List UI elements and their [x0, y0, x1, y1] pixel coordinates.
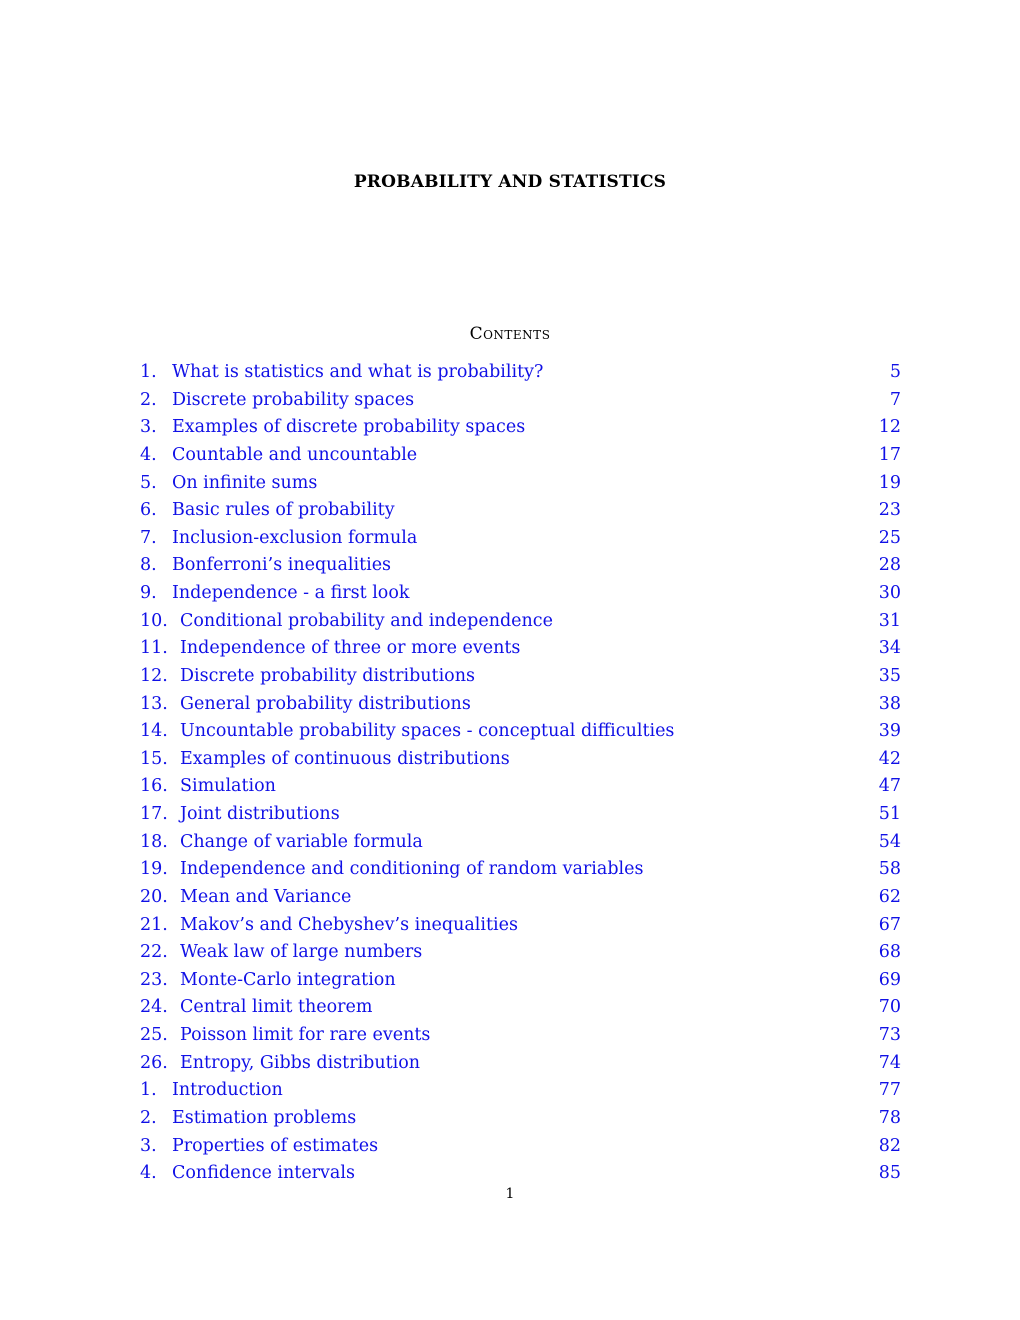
toc-entry-title: Inclusion-exclusion formula: [172, 527, 418, 548]
toc-entry-link[interactable]: [140, 414, 901, 442]
toc-entry-number: 16.: [140, 776, 168, 797]
toc-entry-number: 21.: [140, 914, 168, 935]
toc-entry-link[interactable]: [140, 1160, 901, 1188]
toc-entry-page: 7: [889, 389, 901, 410]
toc-entry-link[interactable]: [140, 442, 901, 470]
toc-entry-title: Uncountable probability spaces - conceptual difficulties: [180, 721, 675, 742]
toc-entry-title: On infinite sums: [172, 472, 318, 493]
toc-entry-title: Independence - a first look: [172, 583, 410, 603]
toc-entry-title: Discrete probability spaces: [172, 389, 415, 410]
toc-entry-number: 5.: [140, 472, 157, 493]
toc-entry-link[interactable]: [140, 608, 901, 636]
toc-entry-title: Entropy, Gibbs distribution: [180, 1052, 421, 1073]
toc-entry-link[interactable]: [140, 1077, 901, 1105]
toc-entry-number: 11.: [140, 638, 168, 659]
toc-entry-title: Monte-Carlo integration: [180, 969, 396, 990]
toc-entry-page: 39: [878, 721, 901, 742]
toc-entry-link[interactable]: [140, 691, 901, 719]
toc-entry-title: Examples of continuous distributions: [180, 748, 510, 769]
toc-entry-link[interactable]: [140, 994, 901, 1022]
toc-entry-number: 26.: [140, 1052, 168, 1073]
toc-entry-link[interactable]: [140, 1133, 901, 1161]
toc-entry-link[interactable]: [140, 580, 901, 608]
toc-entry-title: Introduction: [172, 1080, 283, 1101]
toc-entry-page: 62: [878, 886, 901, 907]
toc-entry-page: 77: [878, 1080, 901, 1101]
toc-entry-page: 12: [878, 417, 901, 438]
toc-entry-link[interactable]: [140, 1105, 901, 1133]
toc-entry-link[interactable]: [140, 856, 901, 884]
toc-entry-number: 13.: [140, 693, 168, 714]
toc-entry-title: Independence of three or more events: [180, 638, 521, 659]
toc-entry-page: 42: [878, 748, 901, 769]
toc-entry-page: 19: [878, 472, 901, 493]
toc-entry-link[interactable]: [140, 967, 901, 995]
toc-entry-link[interactable]: [140, 801, 901, 829]
toc-entry-number: 18.: [140, 831, 168, 852]
toc-entry-number: 8.: [140, 555, 157, 576]
toc-entry-title: Central limit theorem: [180, 997, 373, 1018]
toc-entry-page: 30: [878, 583, 901, 603]
toc-entry-page: 68: [878, 942, 901, 963]
toc-entry-page: 28: [878, 555, 901, 576]
toc-entry-title: Weak law of large numbers: [180, 942, 423, 963]
toc-entry-number: 3.: [140, 417, 157, 438]
page-number: 1: [505, 1186, 515, 1202]
contents-heading: Contents: [469, 324, 551, 344]
toc-entry-link[interactable]: [140, 746, 901, 774]
toc-entry-number: 24.: [140, 997, 168, 1018]
toc-entry-title: Estimation problems: [172, 1107, 357, 1128]
toc-entry-page: 70: [878, 997, 901, 1018]
toc-entry-number: 12.: [140, 665, 168, 686]
toc-entry-number: 1.: [140, 1080, 157, 1101]
toc-entry-number: 10.: [140, 610, 168, 631]
toc-entry-number: 7.: [140, 527, 157, 548]
toc-entry-title: Basic rules of probability: [172, 500, 395, 521]
toc-entry-link[interactable]: [140, 497, 901, 525]
toc-entry-page: 31: [878, 610, 901, 631]
toc-entry-page: 54: [878, 831, 901, 852]
table-of-contents: [140, 359, 901, 1188]
toc-entry-link[interactable]: [140, 912, 901, 940]
toc-entry-number: 1.: [140, 362, 157, 382]
toc-entry-link[interactable]: [140, 552, 901, 580]
toc-entry-link[interactable]: [140, 884, 901, 912]
toc-entry-page: 58: [878, 859, 901, 880]
toc-entry-number: 25.: [140, 1025, 168, 1045]
toc-entry-title: Examples of discrete probability spaces: [172, 417, 526, 438]
toc-entry-number: 2.: [140, 389, 157, 410]
toc-entry-title: Confidence intervals: [172, 1163, 355, 1184]
toc-entry-title: Mean and Variance: [180, 886, 352, 907]
toc-entry-page: 69: [878, 969, 901, 990]
toc-entry-page: 47: [878, 776, 901, 797]
toc-entry-page: 35: [878, 665, 901, 686]
toc-entry-title: Joint distributions: [180, 804, 340, 824]
toc-entry-number: 2.: [140, 1107, 157, 1128]
toc-entry-link[interactable]: [140, 939, 901, 967]
toc-entry-link[interactable]: [140, 773, 901, 801]
toc-entry-page: 74: [878, 1052, 901, 1073]
toc-entry-title: Bonferroni’s inequalities: [172, 555, 392, 576]
toc-entry-number: 15.: [140, 748, 168, 769]
toc-entry-number: 19.: [140, 859, 168, 880]
toc-entry-title: General probability distributions: [180, 693, 471, 714]
toc-entry-number: 20.: [140, 886, 168, 907]
toc-entry-page: 67: [878, 914, 901, 935]
toc-entry-page: 78: [878, 1107, 901, 1128]
toc-entry-title: Conditional probability and independence: [180, 610, 553, 631]
toc-entry-number: 22.: [140, 942, 168, 963]
toc-entry-title: Makov’s and Chebyshev’s inequalities: [180, 914, 518, 935]
toc-entry-page: 25: [878, 527, 901, 548]
toc-entry-link[interactable]: [140, 387, 901, 415]
toc-entry-link[interactable]: [140, 470, 901, 498]
toc-entry-number: 17.: [140, 804, 168, 824]
toc-entry-title: What is statistics and what is probability?: [172, 362, 544, 382]
toc-entry-number: 14.: [140, 721, 168, 742]
toc-entry-page: 23: [878, 500, 901, 521]
toc-entry-title: Change of variable formula: [180, 831, 423, 852]
toc-entry-page: 51: [878, 804, 901, 824]
toc-entry-page: 5: [889, 362, 901, 382]
toc-entry-page: 38: [878, 693, 901, 714]
toc-entry-link[interactable]: [140, 718, 901, 746]
toc-entry-title: Discrete probability distributions: [180, 665, 475, 686]
toc-entry-link[interactable]: [140, 1050, 901, 1078]
toc-entry-link[interactable]: [140, 635, 901, 663]
toc-entry-title: Independence and conditioning of random variables: [180, 859, 644, 880]
toc-entry-link[interactable]: [140, 663, 901, 691]
toc-entry-title: Simulation: [180, 776, 276, 797]
toc-entry-number: 23.: [140, 969, 168, 990]
toc-entry-page: 85: [878, 1163, 901, 1184]
toc-entry-number: 4.: [140, 1163, 157, 1184]
toc-entry-number: 6.: [140, 500, 157, 521]
toc-entry-link[interactable]: [140, 525, 901, 553]
document-title: PROBABILITY AND STATISTICS: [353, 172, 667, 192]
toc-entry-link[interactable]: [140, 1022, 901, 1050]
toc-entry-number: 9.: [140, 583, 157, 603]
toc-entry-title: Poisson limit for rare events: [180, 1025, 431, 1045]
toc-entry-link[interactable]: [140, 829, 901, 857]
toc-entry-link[interactable]: [140, 359, 901, 387]
toc-entry-page: 82: [878, 1135, 901, 1156]
toc-entry-number: 4.: [140, 444, 157, 465]
toc-entry-page: 73: [878, 1025, 901, 1045]
toc-entry-number: 3.: [140, 1135, 157, 1156]
toc-entry-title: Properties of estimates: [172, 1135, 379, 1156]
toc-entry-title: Countable and uncountable: [172, 444, 418, 465]
toc-entry-page: 34: [878, 638, 901, 659]
toc-entry-page: 17: [878, 444, 901, 465]
